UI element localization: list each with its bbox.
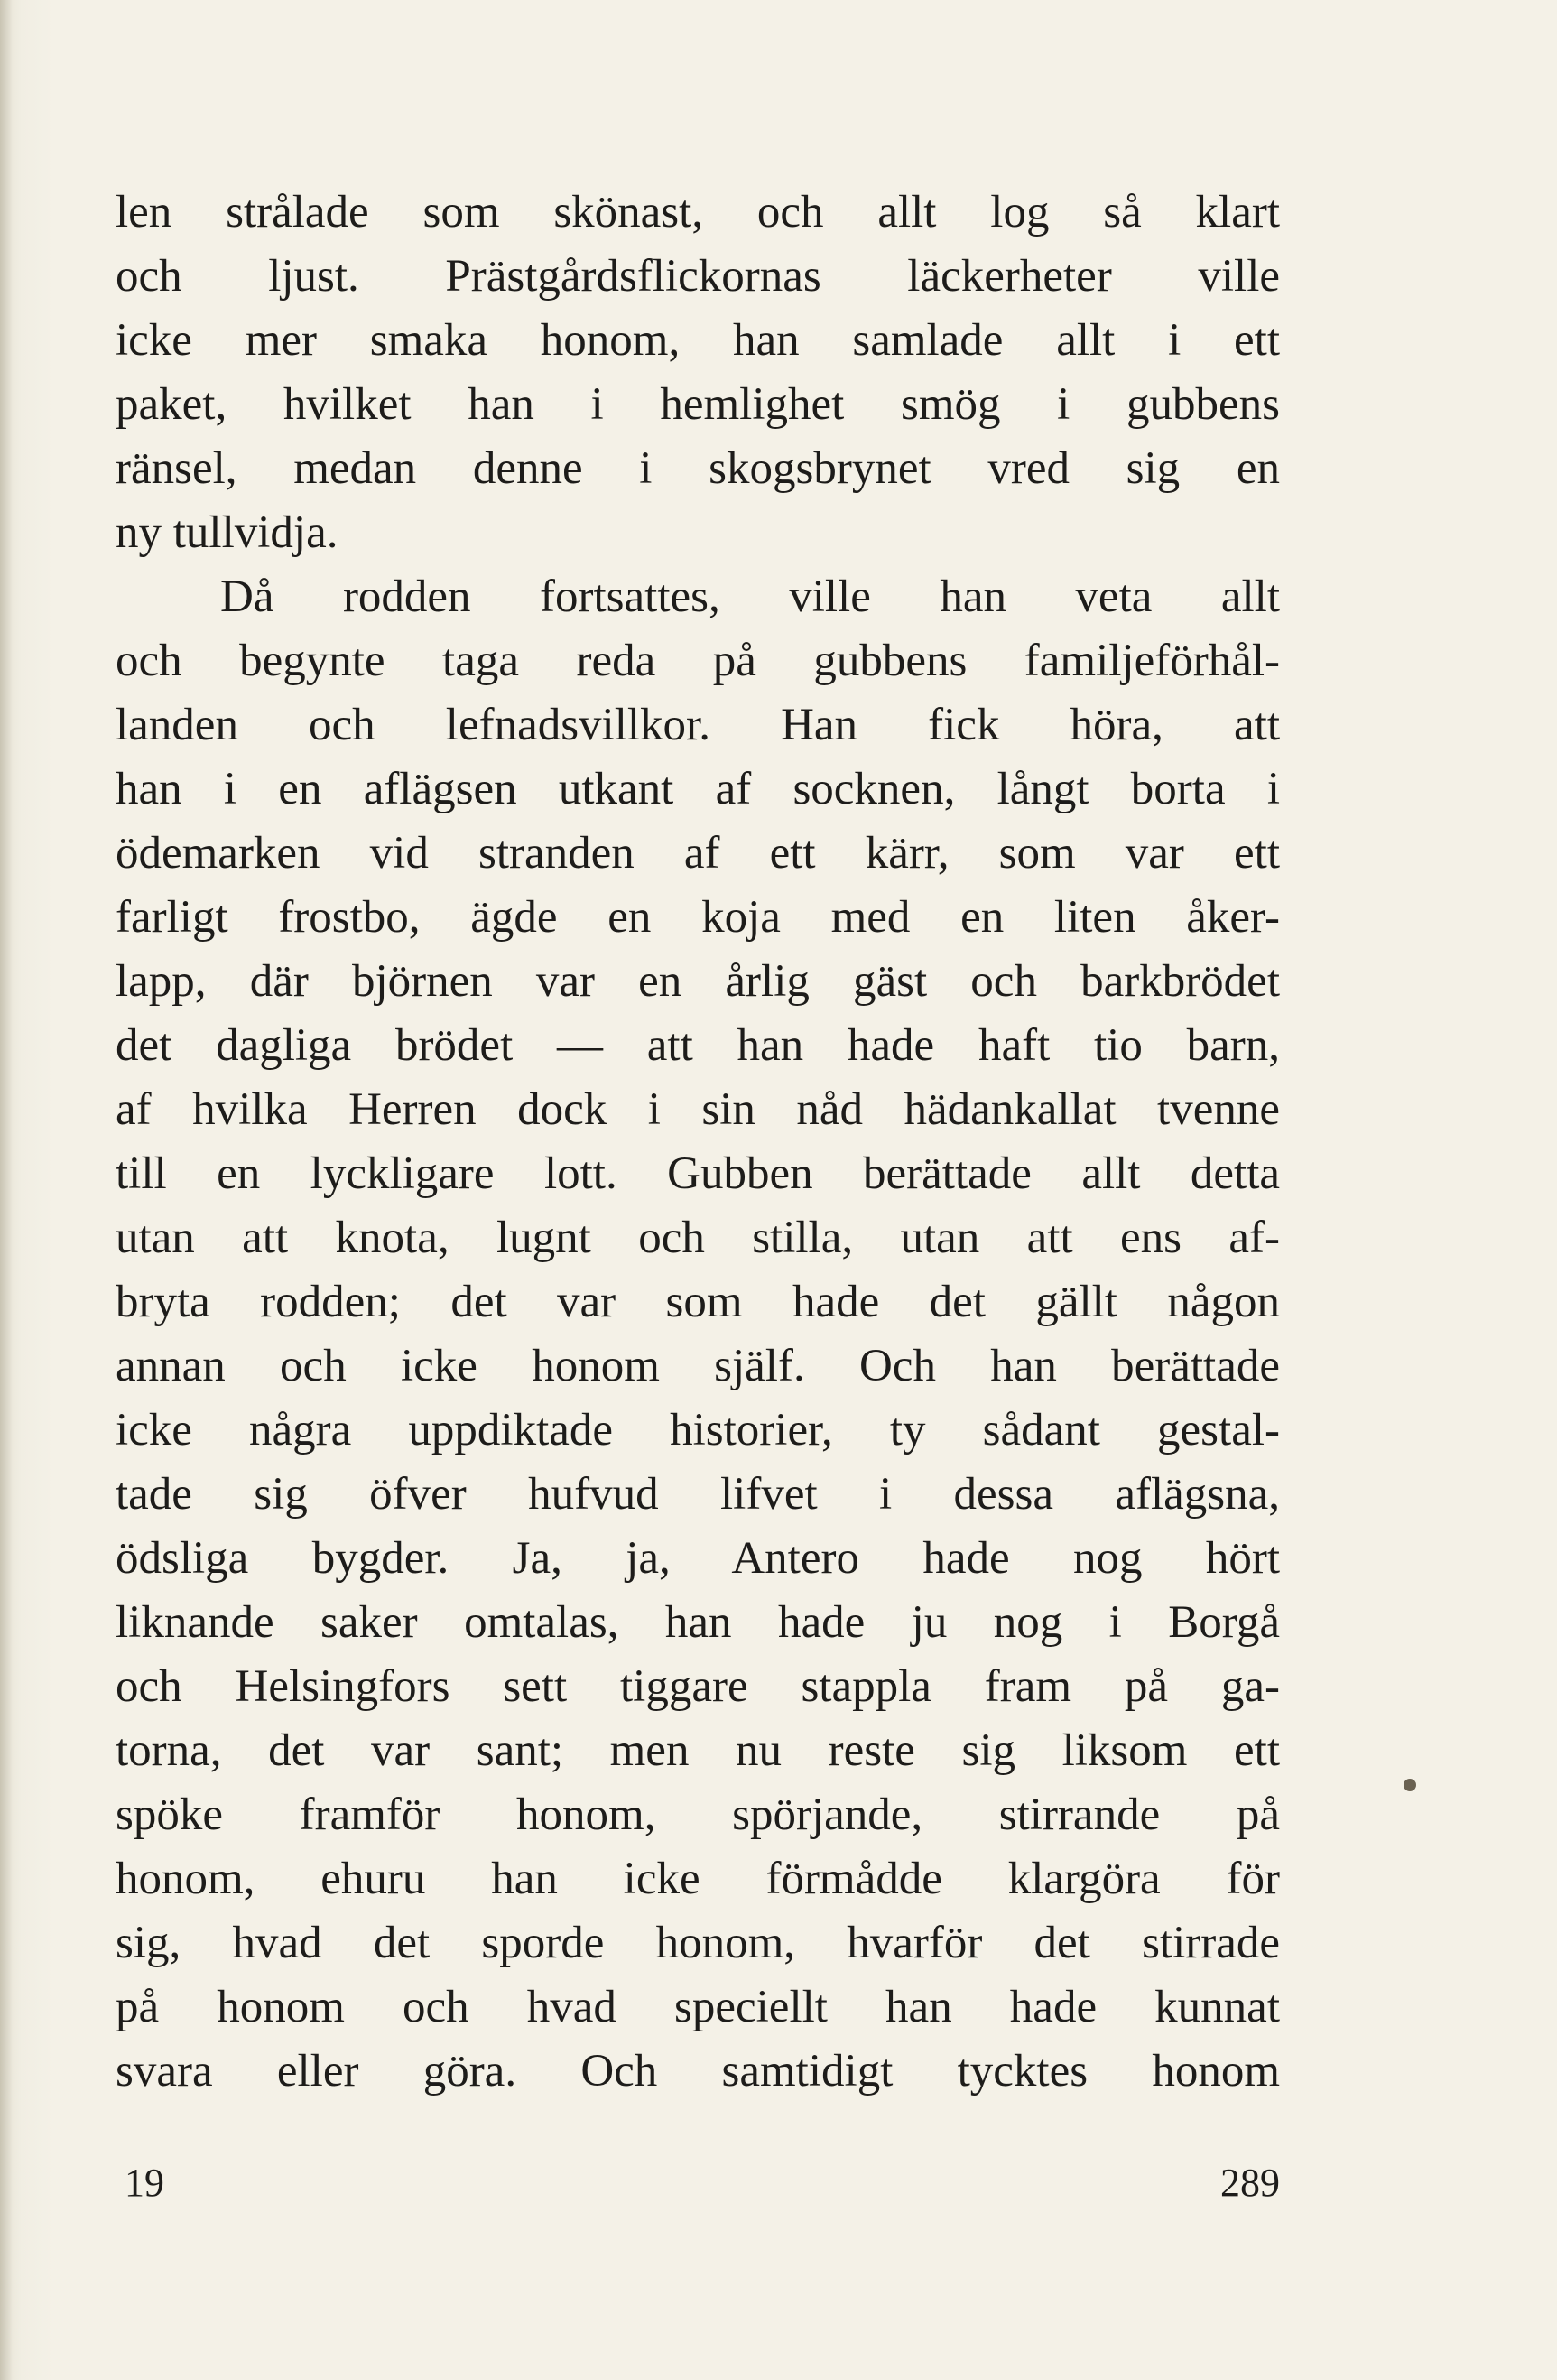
text-line: utan att knota, lugnt och stilla, utan att ens af- — [116, 1213, 1280, 1263]
signature-mark: 19 — [125, 2161, 164, 2205]
text-line: ny tullvidja. — [116, 507, 338, 558]
text-line: och begynte taga reda på gubbens familjeförhål- — [116, 636, 1280, 686]
text-line: icke mer smaka honom, han samlade allt i ett — [116, 315, 1280, 366]
text-line: tade sig öfver hufvud lifvet i dessa aflägsna, — [116, 1469, 1280, 1520]
text-line: landen och lefnadsvillkor. Han fick höra, att — [116, 700, 1280, 750]
text-line: han i en aflägsen utkant af socknen, långt borta i — [116, 764, 1280, 814]
text-line: på honom och hvad speciellt han hade kunnat — [116, 1982, 1280, 2032]
text-line: ödemarken vid stranden af ett kärr, som var ett — [116, 828, 1280, 879]
text-line: bryta rodden; det var som hade det gällt någon — [116, 1277, 1280, 1327]
page-number: 289 — [1220, 2161, 1280, 2205]
text-line: annan och icke honom själf. Och han berättade — [116, 1341, 1280, 1391]
text-line: paket, hvilket han i hemlighet smög i gubbens — [116, 379, 1280, 430]
text-line: ödsliga bygder. Ja, ja, Antero hade nog hört — [116, 1533, 1280, 1584]
text-line: lapp, där björnen var en årlig gäst och barkbrödet — [116, 956, 1280, 1007]
text-line: honom, ehuru han icke förmådde klargöra för — [116, 1854, 1280, 1904]
text-line: icke några uppdiktade historier, ty sådant gestal- — [116, 1405, 1280, 1455]
text-line: Då rodden fortsattes, ville han veta allt — [220, 572, 1280, 622]
text-line: spöke framför honom, spörjande, stirrande på — [116, 1790, 1280, 1840]
text-line: till en lyckligare lott. Gubben berättade allt detta — [116, 1148, 1280, 1199]
text-line: farligt frostbo, ägde en koja med en liten åker- — [116, 892, 1280, 943]
text-line: af hvilka Herren dock i sin nåd hädankallat tvenne — [116, 1084, 1280, 1135]
text-line: svara eller göra. Och samtidigt tycktes honom — [116, 2046, 1280, 2096]
text-line: liknande saker omtalas, han hade ju nog i Borgå — [116, 1597, 1280, 1648]
text-line: torna, det var sant; men nu reste sig liksom ett — [116, 1725, 1280, 1776]
text-line: ränsel, medan denne i skogsbrynet vred sig en — [116, 443, 1280, 494]
text-line: och ljust. Prästgårdsflickornas läckerheter ville — [116, 251, 1280, 302]
ink-speck — [1404, 1779, 1416, 1791]
page-spine-shadow — [0, 0, 13, 2380]
text-line: len strålade som skönast, och allt log så klart — [116, 187, 1280, 237]
text-line: sig, hvad det sporde honom, hvarför det stirrade — [116, 1918, 1280, 1968]
body-text — [116, 181, 1280, 2104]
text-line: och Helsingfors sett tiggare stappla fram på ga- — [116, 1661, 1280, 1712]
text-line: det dagliga brödet — att han hade haft tio barn, — [116, 1020, 1280, 1071]
page-footer — [116, 2156, 1280, 2210]
